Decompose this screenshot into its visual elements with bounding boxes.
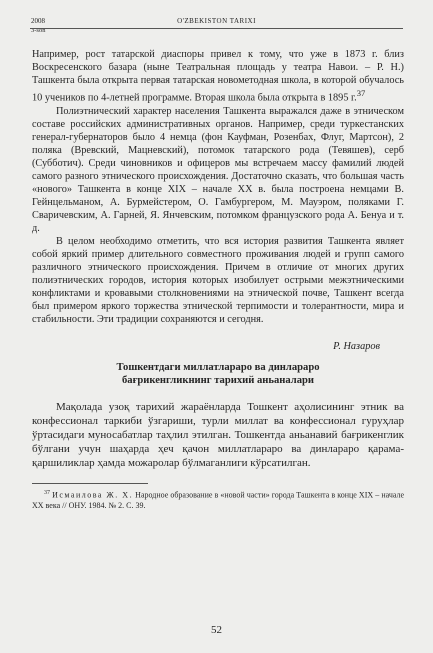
author-signature: Р. Назаров [333,341,380,353]
paragraph-2: Полиэтнический характер населения Ташкента выражался даже в этническом составе российских административных органов. Например, среди туркестанских генерал-губернаторов было 4 немца (фон Кауфман, Розенбах, Флуг, Мартсон), 2 поляка (Вревский, Мацневский), потомок татарского рода (Тевяшев), серб (Субботич). Среди чиновников и офицеров мы встречаем массу фамилий людей самого разного этнического происхождения. Достаточно сказать, что большая часть «нового» Ташкента в конце XIX – начале XX в. была построена немцами В. Гейнцельманом, А. Бурмейстером, О. Гамбургером, М. Мауэром, поляками Г. Сваричевским, А. Гарней, Я. Янчевским, потомком французского рода А. Бенуа и т. д. [32,105,404,235]
article-title [32,361,404,387]
footnote-ref: 37 [356,88,366,99]
summary-paragraph: Мақолада узоқ тарихий жараёнларда Тошкент аҳолисининг этник ва конфессионал таркиби ўзгариши, турли миллат ва конфессионал гуруҳлар ўртасидаги муносабатлар таҳлил этилган. Тошкентда аньанавий бағрикенглик бўлгани учун шаҳарда ҳеч қачон миллатлараро ва динлараро қарама-қаршиликлар ҳамда можаролар бўлмаганлиги кўрсатилган. [32,401,404,470]
header-rule [30,28,403,29]
paragraph-3: В целом необходимо отметить, что вся история развития Ташкента являет собой яркий пример длительного совместного проживания людей и групп самого различного этнического происхождения. Причем в отличие от многих других полиэтнических городов, история которых изобилует острыми межэтническими конфликтами и кровавыми столкновениями на этнической почве, Ташкент всегда был примером яркого торжества этнической терпимости и толерантности, мира и стабильности. Эти традиции сохраняются и сегодня. [32,236,404,326]
footnote-text: Народное образование в «новой части» города Ташкента в конце XIX – начале XX века // ОНУ. 1984. № 2. С. 39. [32,491,405,511]
paragraph-1 [32,48,404,105]
footnote-number: 37 [44,490,50,497]
article-title-line-1: Тошкентдаги миллатлараро ва динлараро [116,362,320,374]
page-number: 52 [211,624,222,636]
article-body [32,48,404,511]
header-year: 2008 [31,17,45,25]
paragraph-1-text: Например, рост татарской диаспоры привел к тому, что уже в 1873 г. близ Воскресенского базара (ныне Театральная площадь у театра Навои. – Р. Н.) Ташкента была открыта первая татарская новометодная школа, в которой обучалось 10 учеников по 4-летней программе. Вторая школа была открыта в 1895 г. [32,49,404,104]
article-title-line-2: бағрикенгликнинг тарихий аньаналари [121,375,315,387]
footnote [32,488,404,511]
footnote-rule [32,483,148,484]
footnote-author: Исмаилова Ж. Х. [52,491,134,501]
header-issue: 3-son [31,27,46,34]
header-journal-title: O'ZBEKISTON TARIXI [177,17,256,25]
